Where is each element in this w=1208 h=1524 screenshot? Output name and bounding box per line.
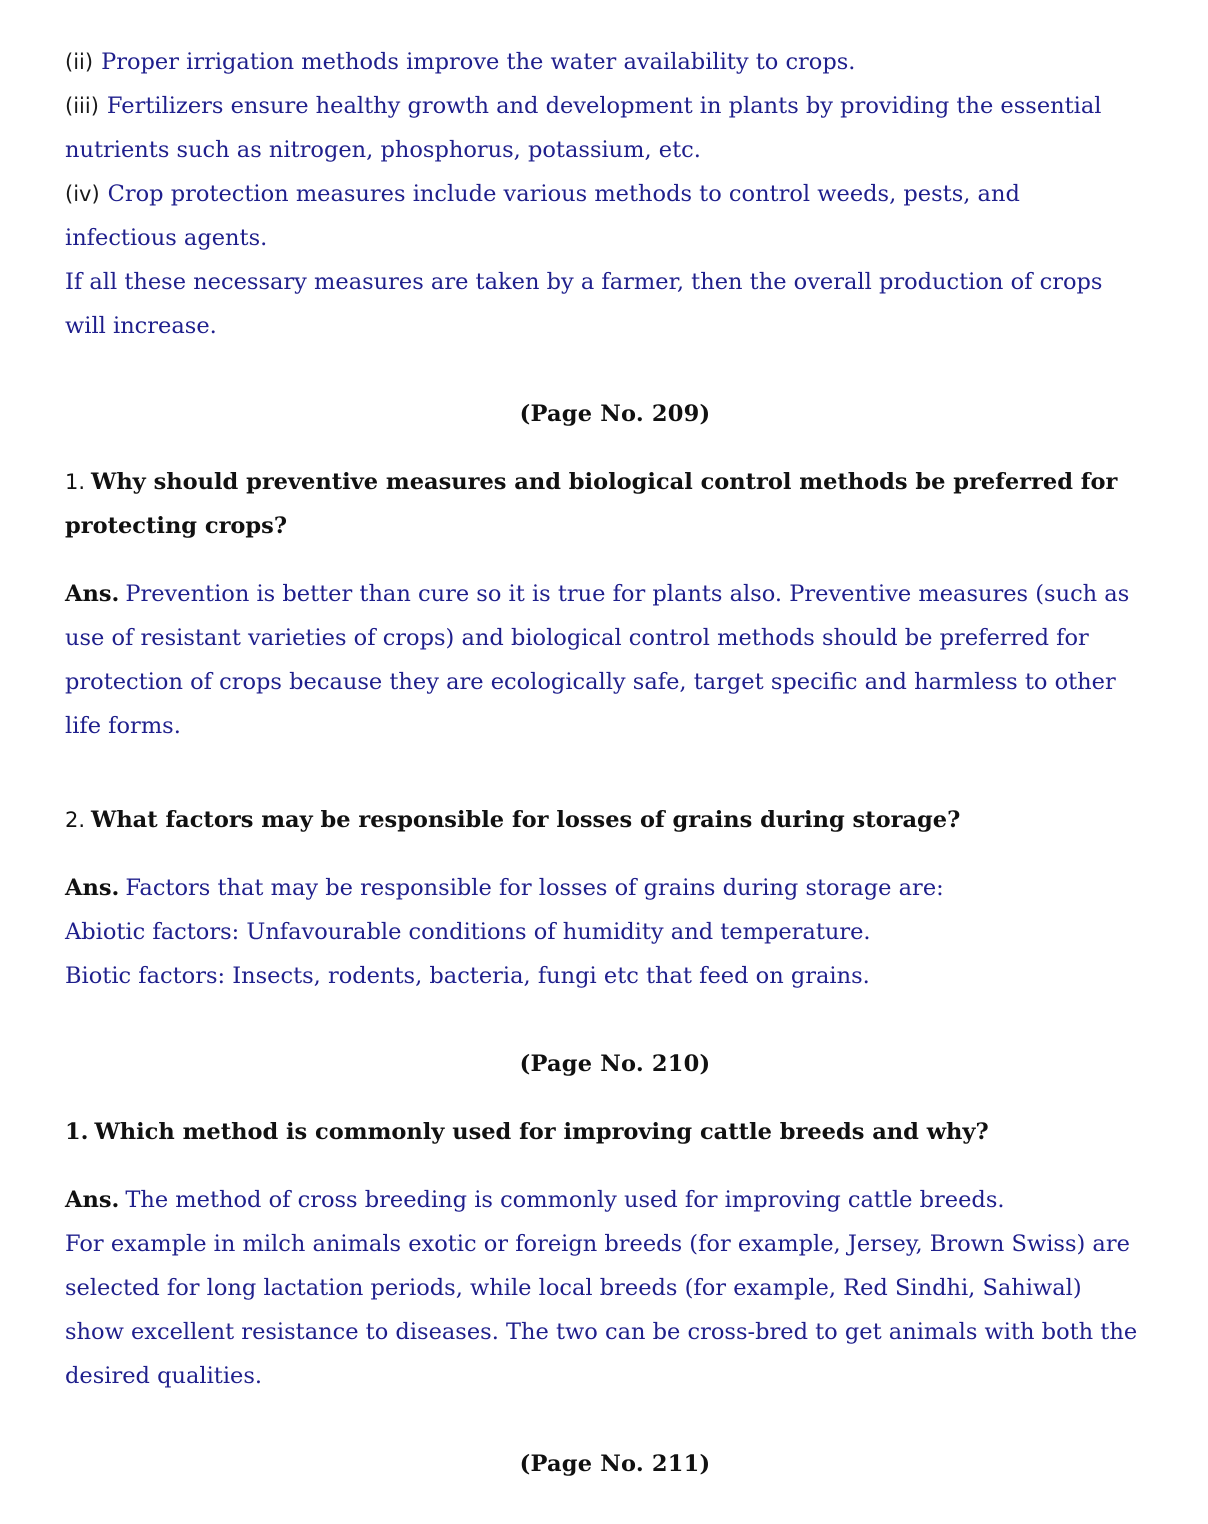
answer-text: The method of cross breeding is commonly used for improving cattle breeds. xyxy=(125,1187,1005,1213)
answer-text: protection of crops because they are ecologically safe, target specific and harmless to other xyxy=(65,669,1116,695)
question-number: 2. xyxy=(65,808,86,832)
question-heading xyxy=(65,460,1165,504)
answer-text: Biotic factors: Insects, rodents, bacteria, fungi etc that feed on grains. xyxy=(65,963,870,989)
answer-line xyxy=(65,1178,1165,1222)
answer-line xyxy=(65,704,1165,748)
answer-line xyxy=(65,616,1165,660)
list-item-text: Crop protection measures include various methods to control weeds, pests, and xyxy=(107,181,1020,207)
list-item-iii-cont xyxy=(65,128,1165,172)
answer-line xyxy=(65,1266,1165,1310)
question-heading xyxy=(65,798,1165,842)
conclusion-text: If all these necessary measures are taken by a farmer, then the overall production of crops xyxy=(65,269,1103,295)
question-text: What factors may be responsible for losses of grains during storage? xyxy=(91,807,961,833)
page-number-heading: (Page No. 211) xyxy=(519,1451,711,1477)
question-number: 1. xyxy=(65,470,86,494)
answer-line xyxy=(65,910,1165,954)
answer-line xyxy=(65,1310,1165,1354)
page-number-heading: (Page No. 210) xyxy=(519,1051,711,1077)
answer-line xyxy=(65,660,1165,704)
list-marker: (iii) xyxy=(65,94,99,118)
list-item-iv xyxy=(65,172,1165,216)
answer-text: Abiotic factors: Unfavourable conditions of humidity and temperature. xyxy=(65,919,871,945)
answer-text: selected for long lactation periods, while local breeds (for example, Red Sindhi, Sahiwal) xyxy=(65,1275,1082,1301)
answer-text: Factors that may be responsible for losses of grains during storage are: xyxy=(125,875,944,901)
list-item-text: Proper irrigation methods improve the water availability to crops. xyxy=(101,49,856,75)
list-item-ii xyxy=(65,40,1165,84)
document-page xyxy=(65,40,1165,1486)
page-number-heading: (Page No. 209) xyxy=(519,401,711,427)
question-number: 1. xyxy=(65,1119,89,1145)
answer-line xyxy=(65,954,1165,998)
question-heading-cont xyxy=(65,504,1165,548)
answer-line xyxy=(65,866,1165,910)
question-text: Why should preventive measures and biological control methods be preferred for xyxy=(91,469,1118,495)
conclusion-line xyxy=(65,304,1165,348)
list-marker: (ii) xyxy=(65,50,94,74)
answer-label: Ans. xyxy=(65,581,120,607)
list-item-text: infectious agents. xyxy=(65,225,268,251)
answer-text: desired qualities. xyxy=(65,1363,263,1389)
question-text: Which method is commonly used for improving cattle breeds and why? xyxy=(94,1119,989,1145)
list-item-text: nutrients such as nitrogen, phosphorus, potassium, etc. xyxy=(65,137,701,163)
answer-line xyxy=(65,1354,1165,1398)
answer-label: Ans. xyxy=(65,1187,120,1213)
conclusion-text: will increase. xyxy=(65,313,217,339)
list-marker: (iv) xyxy=(65,182,100,206)
answer-text: use of resistant varieties of crops) and biological control methods should be preferred for xyxy=(65,625,1089,651)
list-item-text: Fertilizers ensure healthy growth and development in plants by providing the essential xyxy=(106,93,1102,119)
conclusion-line xyxy=(65,260,1165,304)
list-item-iii xyxy=(65,84,1165,128)
answer-text: For example in milch animals exotic or foreign breeds (for example, Jersey, Brown Swiss) are xyxy=(65,1231,1130,1257)
answer-line xyxy=(65,572,1165,616)
answer-line xyxy=(65,1222,1165,1266)
answer-text: show excellent resistance to diseases. The two can be cross-bred to get animals with both the xyxy=(65,1319,1138,1345)
answer-text: life forms. xyxy=(65,713,181,739)
question-text: protecting crops? xyxy=(65,513,288,539)
question-heading xyxy=(65,1110,1165,1154)
list-item-iv-cont xyxy=(65,216,1165,260)
answer-label: Ans. xyxy=(65,875,120,901)
answer-text: Prevention is better than cure so it is true for plants also. Preventive measures (such as xyxy=(125,581,1130,607)
